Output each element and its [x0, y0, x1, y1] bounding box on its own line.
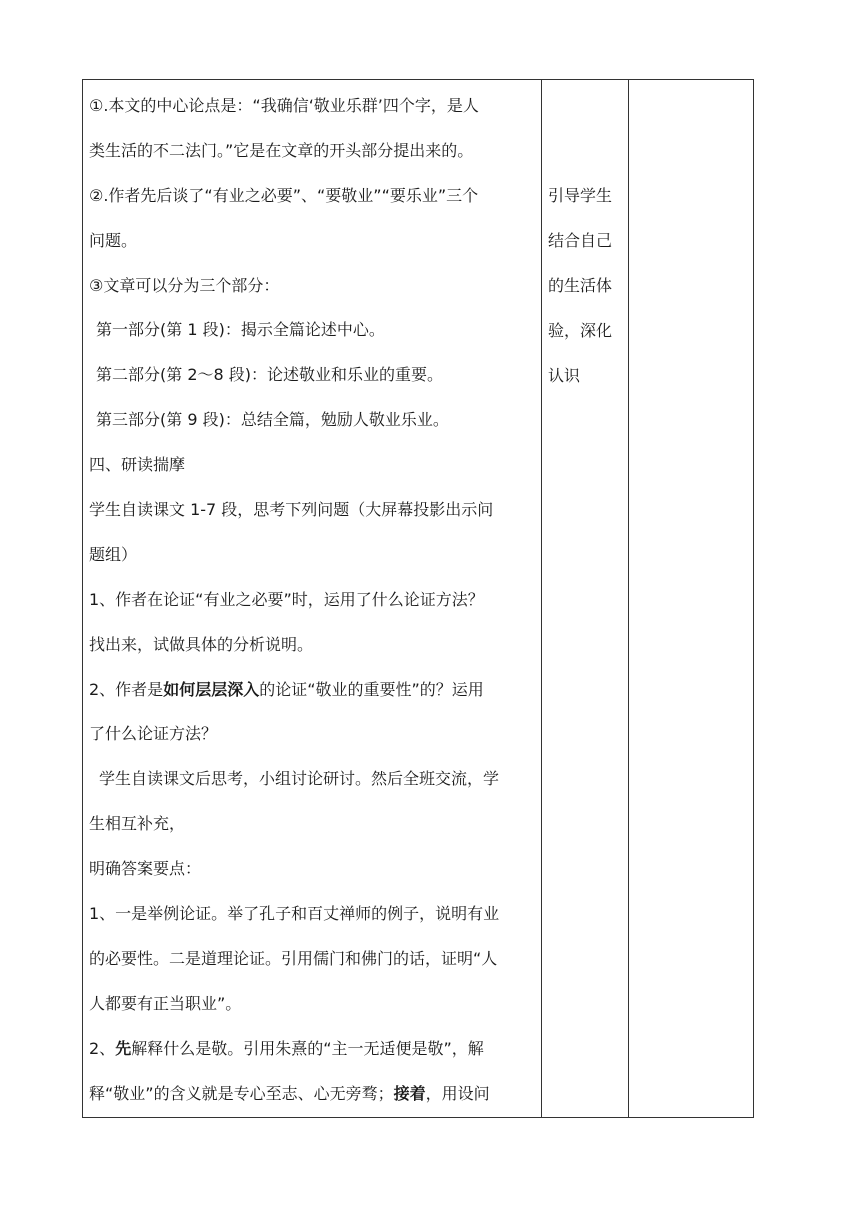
column-divider-1 [541, 80, 542, 1117]
content-line: 类生活的不二法门。”它是在文章的开头部分提出来的。 [89, 141, 474, 160]
bold-text-run: 如何层层深入 [163, 680, 260, 699]
text-run: ，用设问 [425, 1084, 490, 1103]
column-divider-2 [628, 80, 629, 1117]
content-line: 第二部分(第 2～8 段)：论述敬业和乐业的重要。 [96, 365, 444, 384]
content-line [89, 1084, 490, 1104]
content-line: 生相互补充， [89, 814, 186, 833]
text-run: 释“敬业”的含义就是专心至志、心无旁骛； [89, 1084, 394, 1103]
content-line: 问题。 [89, 231, 138, 250]
text-run: 的论证“敬业的重要性”的？运用 [259, 680, 484, 699]
content-line: ②.作者先后谈了“有业之必要”、“要敬业”“要乐业”三个 [89, 186, 479, 205]
content-line: 明确答案要点： [89, 859, 202, 878]
content-line [89, 1039, 484, 1059]
guidance-line: 的生活体 [548, 276, 613, 295]
content-line: 1、一是举例论证。举了孔子和百丈禅师的例子，说明有业 [89, 904, 500, 923]
content-line [89, 680, 484, 700]
section-heading: 四、研读揣摩 [89, 455, 186, 474]
content-line: 第三部分(第 9 段)：总结全篇，勉励人敬业乐业。 [96, 410, 449, 429]
content-line: 第一部分(第 1 段)：揭示全篇论述中心。 [96, 320, 385, 339]
content-line: 1、作者在论证“有业之必要”时，运用了什么论证方法？ [89, 590, 484, 609]
content-line: 学生自读课文后思考，小组讨论研讨。然后全班交流，学 [99, 769, 500, 788]
text-run: 2、作者是 [89, 680, 164, 699]
content-line: 人都要有正当职业”。 [89, 994, 242, 1013]
content-line: 题组） [89, 545, 138, 564]
bold-text-run: 接着 [393, 1084, 426, 1103]
guidance-line: 引导学生 [548, 186, 613, 205]
content-line: ③文章可以分为三个部分： [89, 276, 280, 295]
lesson-plan-table [82, 79, 754, 1118]
guidance-line: 结合自己 [548, 231, 613, 250]
content-line: ①.本文的中心论点是：“我确信‘敬业乐群’四个字，是人 [89, 96, 479, 115]
content-line: 找出来，试做具体的分析说明。 [89, 635, 314, 654]
content-line: 的必要性。二是道理论证。引用儒门和佛门的话，证明“人 [89, 949, 498, 968]
text-run: 2、 [89, 1039, 116, 1058]
text-run: 解释什么是敬。引用朱熹的“主一无适便是敬”，解 [131, 1039, 484, 1058]
content-line: 学生自读课文 1-7 段，思考下列问题（大屏幕投影出示问 [89, 500, 494, 519]
bold-text-run: 先 [115, 1039, 132, 1058]
guidance-line: 认识 [548, 366, 581, 385]
guidance-line: 验，深化 [548, 321, 613, 340]
content-line: 了什么论证方法？ [89, 724, 218, 743]
